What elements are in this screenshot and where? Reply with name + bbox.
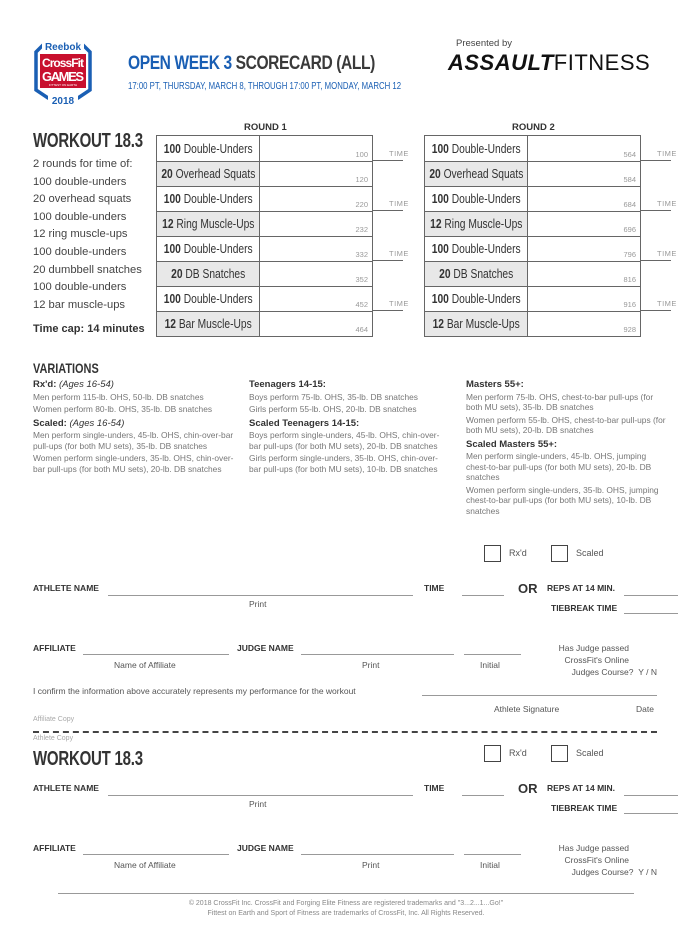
variation-line: Women perform single-unders, 35-lb. OHS, jumping chest-to-bar pull-ups (for both MU sets), 10-lb. DB snatches [466, 484, 659, 516]
movement-name: Ring Muscle-Ups [176, 217, 255, 231]
workout-title: WORKOUT 18.3 [33, 130, 143, 152]
logo-line2: GAMES [42, 69, 84, 84]
judge-q-line1: Has Judge passed [558, 843, 629, 853]
judge-q-line2: CrossFit's Online [564, 655, 629, 665]
movement-name: Double-Unders [183, 192, 253, 206]
variation-line: Men perform single-unders, 45-lb. OHS, jumping chest-to-bar pull-ups (for both MU sets), 20-lb. DB snatches [466, 451, 652, 482]
sponsor-logo [448, 50, 650, 76]
movement-name: Double-Unders [451, 141, 521, 156]
cumulative-reps: 220 [355, 200, 368, 209]
affiliate-label: AFFILIATE [33, 643, 76, 653]
movement-cell [157, 262, 260, 286]
variation-heading [466, 380, 666, 391]
variation-heading-text: Rx'd: [33, 379, 57, 390]
workout-line: 12 ring muscle-ups [33, 228, 128, 241]
movement-name: Ring Muscle-Ups [444, 217, 523, 231]
table-row [157, 161, 372, 186]
crossfit-games-logo [32, 40, 94, 106]
movement-cell [157, 237, 260, 261]
affiliate-field[interactable] [83, 654, 229, 655]
movement-cell [425, 262, 528, 286]
table-row [157, 236, 372, 261]
variation-heading [33, 419, 243, 430]
table-row [425, 211, 640, 236]
judge-q-line1: Has Judge passed [558, 643, 629, 653]
variation-line: Girls perform 55-lb. OHS, 20-lb. DB snatches [249, 404, 417, 414]
variation-line: Women perform 55-lb. OHS, chest-to-bar pull-ups (for both MU sets), 20-lb. DB snatches [466, 414, 666, 435]
score-check-cell[interactable] [528, 312, 640, 336]
affiliate-copy-label: Affiliate Copy [33, 716, 75, 723]
cumulative-reps: 452 [355, 300, 368, 309]
athlete-signature-field[interactable] [422, 695, 657, 696]
athlete-copy-initial-hint: Initial [480, 860, 500, 870]
movement-name: Overhead Squats [175, 167, 256, 181]
athlete-copy-affiliate-label: AFFILIATE [33, 843, 76, 853]
variations-column-adults [33, 380, 243, 476]
time-label: TIME [657, 249, 677, 258]
variation-heading-text: Scaled: [33, 417, 67, 429]
cumulative-reps: 120 [355, 175, 368, 184]
workout-description [33, 156, 142, 314]
athlete-copy-print-hint: Print [249, 799, 267, 809]
table-row [425, 236, 640, 261]
cumulative-reps: 352 [355, 275, 368, 284]
cumulative-reps: 100 [355, 150, 368, 159]
footer-legal [58, 899, 634, 918]
judge-yn[interactable]: Y / N [638, 667, 657, 677]
movement-name: Double-Unders [451, 242, 521, 256]
variation-line: Women perform 80-lb. OHS, 35-lb. DB snatches [33, 404, 213, 414]
time-label: TIME [424, 583, 445, 593]
judge-initial-field[interactable] [464, 654, 521, 655]
reps: 20 [160, 167, 173, 181]
score-check-cell[interactable] [260, 162, 372, 186]
judge-q-line2: CrossFit's Online [564, 855, 629, 865]
athlete-copy-judge-course-question [540, 842, 657, 878]
table-row [425, 136, 640, 161]
table-row [425, 161, 640, 186]
print-hint: Print [249, 599, 267, 609]
name-of-affiliate-hint: Name of Affiliate [114, 660, 176, 670]
presented-by-label: Presented by [456, 38, 512, 49]
movement-name: Bar Muscle-Ups [446, 317, 520, 331]
reps: 100 [163, 242, 181, 256]
variation-line: Girls perform single-unders, 35-lb. OHS, chin-over-bar pull-ups (for both MU sets), 10-lb. DB snatches [249, 453, 438, 474]
workout-line: 100 double-unders [33, 281, 127, 294]
score-check-cell[interactable] [528, 212, 640, 236]
table-row [157, 286, 372, 311]
footer-line2: Fittest on Earth and Sport of Fitness are trademarks of CrossFit, Inc. All Rights Reserved. [207, 909, 485, 917]
table-row [425, 261, 640, 286]
workout-line: 20 dumbbell snatches [33, 263, 142, 276]
table-row [157, 186, 372, 211]
or-label: OR [518, 581, 538, 596]
movement-cell [425, 212, 528, 236]
logo-brand: Reebok [44, 42, 82, 53]
athlete-copy-judge-name-field[interactable] [301, 854, 454, 855]
cumulative-reps: 928 [623, 325, 636, 334]
movement-name: Bar Muscle-Ups [178, 317, 252, 331]
reps: 100 [163, 141, 181, 156]
variation-line: Men perform single-unders, 45-lb. OHS, chin-over-bar pull-ups (for both MU sets), 35-lb. DB snatches [33, 430, 234, 451]
variation-heading-text: Scaled Masters 55+: [466, 438, 558, 450]
sponsor-light: FITNESS [553, 50, 651, 75]
reps: 12 [429, 217, 442, 231]
athlete-copy-judge-initial-field[interactable] [464, 854, 521, 855]
workout-line: 12 bar muscle-ups [33, 298, 126, 311]
reps: 20 [428, 167, 441, 181]
round-1-table [156, 135, 373, 337]
athlete-copy-tiebreak-label: TIEBREAK TIME [551, 803, 618, 813]
cumulative-reps: 696 [623, 225, 636, 234]
variation-heading [249, 380, 449, 391]
workout-line: 100 double-unders [33, 210, 127, 223]
athlete-name-field[interactable] [108, 595, 413, 596]
time-line[interactable] [373, 210, 403, 211]
reps: 100 [431, 292, 449, 306]
variation-line: Men perform 115-lb. OHS, 50-lb. DB snatches [33, 391, 204, 402]
tiebreak-label: TIEBREAK TIME [551, 603, 618, 613]
time-line[interactable] [641, 160, 671, 161]
rxd-checkbox[interactable] [484, 545, 501, 562]
time-line[interactable] [373, 160, 403, 161]
movement-cell [425, 287, 528, 311]
athlete-copy-time-field[interactable] [462, 795, 504, 796]
time-label: TIME [657, 199, 677, 208]
reps-at-label: REPS AT 14 MIN. [547, 583, 616, 593]
athlete-copy-workout-title: WORKOUT 18.3 [33, 748, 143, 770]
judge-name-field[interactable] [301, 654, 454, 655]
athlete-copy-rxd-checkbox[interactable] [484, 745, 501, 762]
reps: 12 [161, 217, 174, 231]
scaled-label: Scaled [576, 548, 604, 558]
cumulative-reps: 232 [355, 225, 368, 234]
cumulative-reps: 816 [623, 275, 636, 284]
athlete-copy-judge-name-label: JUDGE NAME [237, 843, 294, 853]
cumulative-reps: 332 [355, 250, 368, 259]
movement-cell [157, 187, 260, 211]
title-week: OPEN WEEK 3 [128, 53, 232, 74]
judge-q-line3: Judges Course? [571, 867, 634, 877]
variations-column-masters [466, 380, 666, 518]
table-row [425, 286, 640, 311]
time-line[interactable] [373, 260, 403, 261]
reps: 20 [438, 267, 451, 281]
score-check-cell[interactable] [260, 187, 372, 211]
score-check-cell[interactable] [528, 187, 640, 211]
cumulative-reps: 796 [623, 250, 636, 259]
athlete-copy-reps-at-label: REPS AT 14 MIN. [547, 783, 616, 793]
table-row [425, 311, 640, 336]
workout-line: 100 double-unders [33, 175, 127, 188]
score-check-cell[interactable] [260, 287, 372, 311]
athlete-copy-judge-print-hint: Print [362, 860, 380, 870]
footer-line1: © 2018 CrossFit Inc. CrossFit and Forging Elite Fitness are registered trademarks and "3...2...1...Go!" [188, 900, 504, 907]
reps-field[interactable] [624, 595, 678, 596]
cumulative-reps: 584 [623, 175, 636, 184]
movement-cell [157, 287, 260, 311]
time-label: TIME [389, 149, 409, 158]
date-hint: Date [636, 704, 654, 714]
reps: 100 [431, 242, 449, 256]
round-label: ROUND 2 [512, 122, 555, 133]
tiebreak-field[interactable] [624, 613, 678, 614]
logo-tagline: FITTEST ON EARTH [48, 83, 78, 87]
time-line[interactable] [641, 310, 671, 311]
variation-age-note: (Ages 16-54) [59, 379, 114, 390]
athlete-name-label: ATHLETE NAME [33, 583, 99, 593]
page-title [128, 53, 375, 75]
time-label: TIME [389, 199, 409, 208]
movement-cell [425, 136, 528, 161]
athlete-copy-time-label: TIME [424, 783, 445, 793]
logo-year: 2018 [51, 96, 75, 106]
movement-name: Overhead Squats [443, 167, 524, 181]
movement-name: Double-Unders [451, 192, 521, 206]
table-row [157, 211, 372, 236]
movement-name: DB Snatches [453, 267, 514, 281]
judge-q-line3: Judges Course? [571, 667, 634, 677]
time-label: TIME [389, 249, 409, 258]
judge-course-question [540, 642, 657, 678]
variation-age-note: (Ages 16-54) [69, 417, 125, 429]
movement-cell [157, 136, 260, 161]
athlete-copy-tiebreak-field[interactable] [624, 813, 678, 814]
movement-name: Double-Unders [183, 292, 253, 306]
footer-divider [58, 893, 634, 894]
variation-line: Boys perform single-unders, 45-lb. OHS, chin-over-bar pull-ups (for both MU sets), 20-lb. DB snatches [249, 430, 440, 451]
score-check-cell[interactable] [528, 237, 640, 261]
variation-line: Women perform single-unders, 35-lb. OHS, chin-over-bar pull-ups (for both MU sets), 20-lb. DB snatches [33, 453, 234, 474]
judge-yn[interactable]: Y / N [638, 867, 657, 877]
judge-name-label: JUDGE NAME [237, 643, 294, 653]
movement-cell [157, 162, 260, 186]
score-check-cell[interactable] [260, 212, 372, 236]
movement-cell [425, 237, 528, 261]
workout-line: 2 rounds for time of: [33, 158, 133, 170]
cumulative-reps: 916 [623, 300, 636, 309]
athlete-copy-label: Athlete Copy [33, 735, 74, 742]
time-field[interactable] [462, 595, 504, 596]
time-label: TIME [389, 299, 409, 308]
movement-name: Double-Unders [183, 242, 253, 256]
score-check-cell[interactable] [260, 262, 372, 286]
movement-cell [157, 312, 260, 336]
time-line[interactable] [641, 260, 671, 261]
cut-line [33, 731, 657, 733]
time-line[interactable] [373, 310, 403, 311]
movement-cell [157, 212, 260, 236]
athlete-copy-athlete-name-label: ATHLETE NAME [33, 783, 99, 793]
score-check-cell[interactable] [260, 312, 372, 336]
movement-name: Double-Unders [183, 141, 253, 156]
score-check-cell[interactable] [260, 136, 372, 161]
table-row [157, 261, 372, 286]
athlete-copy-or-label: OR [518, 781, 538, 796]
reps: 100 [163, 192, 181, 206]
score-check-cell[interactable] [528, 136, 640, 161]
judge-print-hint: Print [362, 660, 380, 670]
round-label: ROUND 1 [244, 122, 287, 133]
score-check-cell[interactable] [528, 162, 640, 186]
variation-heading [249, 419, 449, 430]
cumulative-reps: 684 [623, 200, 636, 209]
logo-line1: CrossFit [42, 56, 84, 70]
table-row [425, 186, 640, 211]
movement-cell [425, 312, 528, 336]
table-row [157, 311, 372, 336]
reps: 100 [163, 292, 181, 306]
variation-heading-text: Teenagers 14-15: [249, 379, 326, 390]
movement-name: Double-Unders [451, 292, 521, 306]
variation-heading-text: Masters 55+: [466, 379, 524, 390]
score-check-cell[interactable] [260, 237, 372, 261]
reps: 100 [431, 192, 449, 206]
variation-heading-text: Scaled Teenagers 14-15: [249, 417, 360, 429]
athlete-signature-hint: Athlete Signature [494, 704, 560, 714]
time-label: TIME [657, 149, 677, 158]
rxd-label: Rx'd [509, 548, 527, 558]
variation-heading [33, 380, 243, 391]
reps: 20 [170, 267, 183, 281]
athlete-copy-scaled-label: Scaled [576, 748, 604, 758]
scaled-checkbox[interactable] [551, 545, 568, 562]
deadline-subtitle: 17:00 PT, THURSDAY, MARCH 8, THROUGH 17:00 PT, MONDAY, MARCH 12 [128, 81, 402, 92]
movement-cell [425, 187, 528, 211]
variations-title: VARIATIONS [33, 360, 99, 376]
cumulative-reps: 564 [623, 150, 636, 159]
movement-name: DB Snatches [185, 267, 246, 281]
athlete-copy-reps-field[interactable] [624, 795, 678, 796]
athlete-copy-athlete-name-field[interactable] [108, 795, 413, 796]
variations-column-teens [249, 380, 449, 476]
initial-hint: Initial [480, 660, 500, 670]
score-check-cell[interactable] [528, 262, 640, 286]
variation-line: Boys perform 75-lb. OHS, 35-lb. DB snatches [249, 391, 418, 402]
sponsor-bold: ASSAULT [448, 50, 554, 75]
time-label: TIME [657, 299, 677, 308]
athlete-copy-affiliate-field[interactable] [83, 854, 229, 855]
workout-line: 20 overhead squats [33, 193, 132, 206]
variation-heading [466, 440, 666, 451]
round-2-table [424, 135, 641, 337]
cumulative-reps: 464 [355, 325, 368, 334]
title-scorecard: SCORECARD (ALL) [235, 53, 375, 74]
reps: 100 [431, 141, 449, 156]
workout-line: 100 double-unders [33, 245, 127, 258]
athlete-copy-name-of-affiliate-hint: Name of Affiliate [114, 860, 176, 870]
athlete-copy-scaled-checkbox[interactable] [551, 745, 568, 762]
reps: 12 [164, 317, 176, 331]
time-line[interactable] [641, 210, 671, 211]
score-check-cell[interactable] [528, 287, 640, 311]
variation-line: Men perform 75-lb. OHS, chest-to-bar pull-ups (for both MU sets), 35-lb. DB snatches [466, 391, 654, 412]
time-cap: Time cap: 14 minutes [33, 323, 145, 335]
confirm-statement: I confirm the information above accurately represents my performance for the workout [33, 686, 356, 696]
athlete-copy-rxd-label: Rx'd [509, 748, 527, 758]
movement-cell [425, 162, 528, 186]
table-row [157, 136, 372, 161]
reps: 12 [432, 317, 444, 331]
